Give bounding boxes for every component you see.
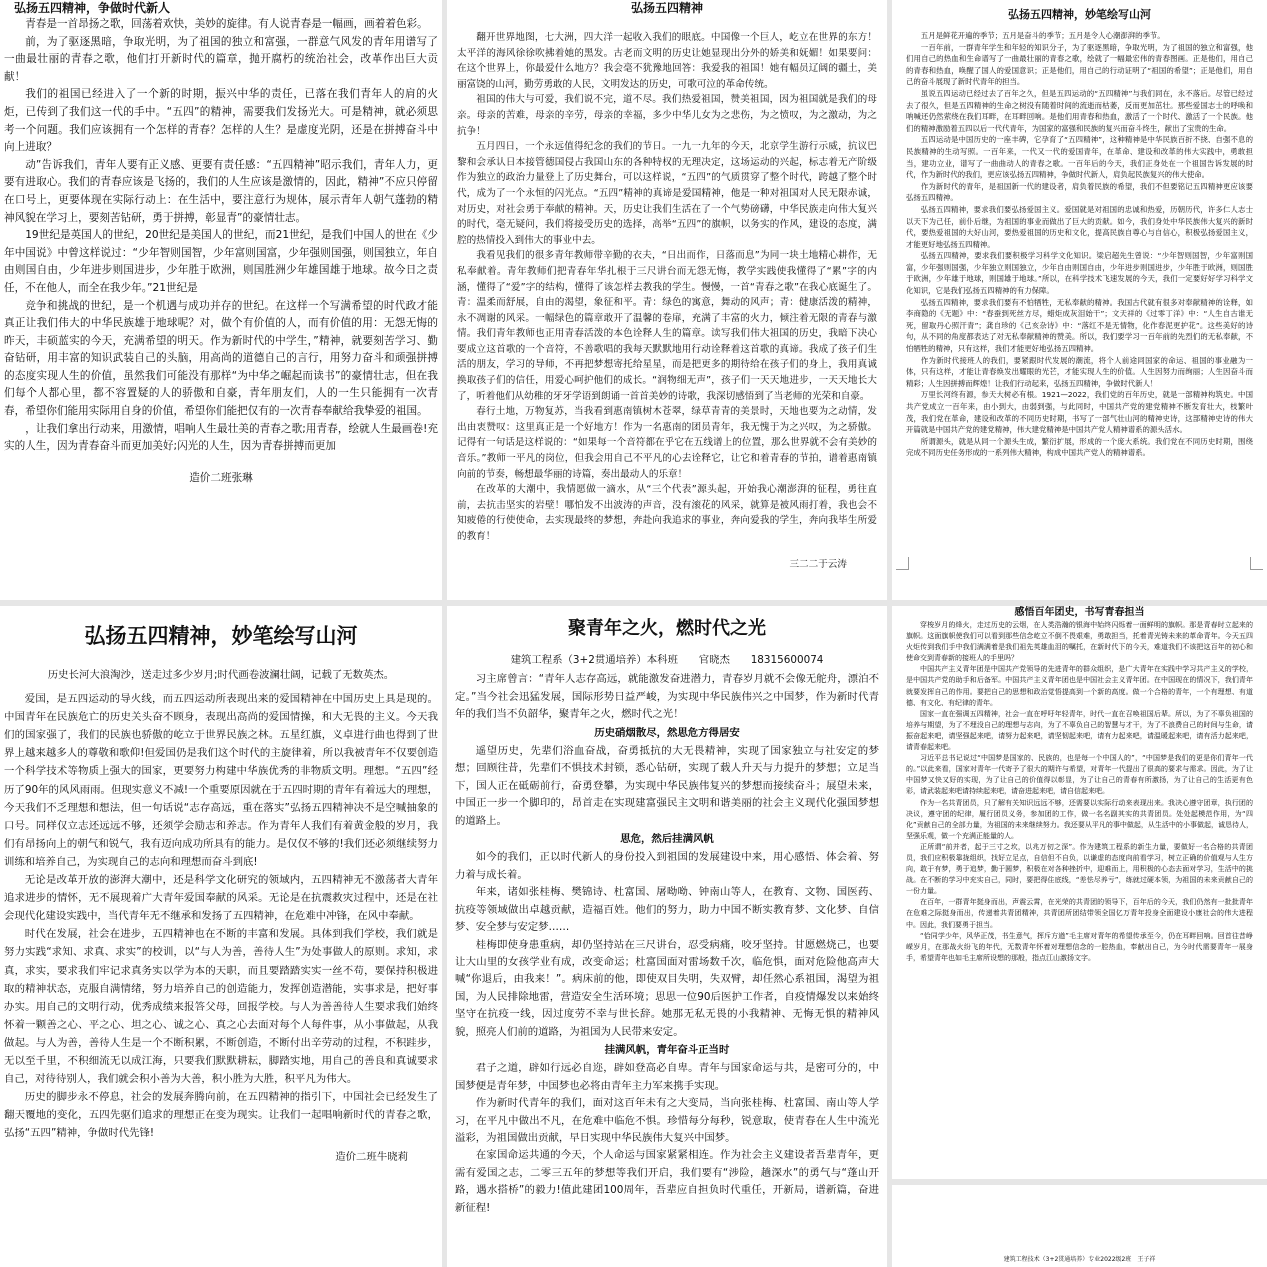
paragraph: 一百年前，一群青年学生和年轻的知识分子，为了驱逐黑暗，争取光明，为了祖国的独立和富强，他们用自己的热血和生命谱写了一曲最壮丽的青春之歌，绘就了一幅最宏伟的青春图画。正是他们，用自己的青春和热血，唤醒了国人的爱国意识；正是他们，用自己的行动证明了“祖国的希望”；正是他们，用自己的奋斗展现了新时代青年的担当。: [906, 42, 1253, 87]
essay-page-4: [0, 606, 442, 1267]
paragraph: 年来，诸如张桂梅、樊锦诗、杜富国、屠呦呦、钟南山等人，在教育、文物、国医药、抗疫等领域做出卓越贡献，造福百姓。他们的努力，助力中国不断实教育梦、文化梦、自信梦、安全梦与安定梦……: [455, 886, 879, 934]
essay-title: 弘扬五四精神，妙笔绘写山河: [84, 624, 358, 648]
author-signature: 三二二于云涛: [789, 558, 847, 570]
paragraph: 万里长河终有源，参天大树必有根。1921—2022，我们党的百年历史，就是一部精神构筑史。中国共产党成立一百年来，由小到大，由弱到强，与此同时，中国共产党的建党精神不断发育壮大，枝繁叶茂，我们党在革命，建设和改革的不同历史时期，书写了一部气壮山河的精神史诗，这部精神史诗的伟大开篇就是中国共产党的建党精神，伟大建党精神是中国共产党人精神谱系的源头活水。: [906, 390, 1253, 435]
paragraph: 虽说五四运动已经过去了百年之久，但是五四运动的“五四精神”与我们同在，永不落后。尽管已经过去了很久，但是五四精神的生命之树没有随着时间的流逝而枯萎，反而更加茁壮。那些爱国志士的呼唤和呐喊还仍然萦绕在我们耳畔，在耳畔回响。是他们用青春和热血，激活了一个时代、激活了一个民族。他们的精神激励着五四以后一代代青年，为国家的富强和民族的复兴而奋斗终生，献出了宝贵的生命。: [906, 88, 1253, 133]
paragraph: 习近平总书记说过“中国梦是国家的、民族的，也是每一个中国人的”，“中国梦是我们的更是你们青年一代的。”以此来看，国家对青年一代寄予了很大的期许与希望，对青年一代提出了很高的要求与需求。因此，为了让中国梦又快又好的实现，为了让自己的价值得以彰显，为了让自己的青春有所激扬，为了让自己的生活更有色彩，请武装起来吧请持续起来吧，请奋进起来吧，请自信起来吧。: [906, 754, 1253, 796]
essay-body: [906, 620, 1253, 964]
paragraph: 前，为了驱逐黑暗，争取光明，为了祖国的独立和富强，一群意气风发的青年用谱写了一曲最壮丽的青春之歌，他们打开新时代的篇章，抛开腐朽的统治社会，改革作出巨大贡献！: [4, 35, 438, 83]
essay-title: 聚青年之火，燃时代之光: [568, 618, 766, 639]
paragraph: 作为新时代接班人的我们，要紧跟时代发展的潮流，将个人前途同国家的命运、祖国的事业融为一体，只有这样，才能让青春焕发出耀眼的光芒，才能实现人生的价值。人生因努力而绚丽；人生因奋斗而精彩；人生因拼搏而辉煌！让我们行动起来，弘扬五四精神，争做时代新人！: [906, 355, 1253, 388]
essay-title: 弘扬五四精神，争做时代新人: [14, 1, 171, 15]
paragraph: 国家一直在强调五四精神，社会一直在呼吁年轻青年，时代一直在召唤祖国后辈。所以，为了不辜负祖国的培养与期望，为了不埋没自己的理想与志向，为了不辜负自己的智慧与才干，为了不浪费自己的时间与生命，请振奋起来吧，请坚强起来吧，请努力起来吧，请坚韧起来吧，请有力起来吧，请温暖起来吧，请有活力起来吧，请青春起来吧。: [906, 709, 1253, 752]
essay-body: [455, 671, 879, 1217]
paragraph: 青春是一首昂扬之歌，回荡着欢快，美妙的旋律。有人说青春是一幅画，画着着色彩。: [25, 18, 428, 30]
paragraph: ，让我们拿出行动来，用激情，唱响人生最壮美的青春之歌;用青春，绘就人生最画卷!充实的人生，因为青春奋斗而更加美好;闪光的人生，因为青春拼搏而更加: [4, 422, 438, 453]
paragraph: 在改革的大潮中，我情愿做一滴水，从“三个代表”源头起，开始我心潮澎湃的征程，勇往直前，去抗击坚实的岩壁！哪怕发不出波涛的声音，没有滚花的风采，就算是被风雨打着，我也会不知疲倦的行使使命，去实现最终的梦想，奔赴向我追求的事业，奔向爱我的学生，奔向我毕生所爱的教育！: [457, 484, 877, 542]
paragraph: 君子之道，辟如行远必自迩，辟如登高必自卑。青年与国家命运与共，是密可分的，中国梦便是青年梦，中国梦也必将由青年主力军来携手实现。: [455, 1062, 879, 1092]
paragraph: 穿梭岁月的烽火，走过历史的云烟，在人类浩瀚的银海中始终闪烁着一面鲜明的旗帜。那是青春时立起来的旗帜。这面旗帜使我们可以看到那些信念屹立不倒不畏艰难，勇敢担当，托着青光铸未来的革命青年。今天五四火炬传到我们手中我们满满着是我们祖先英雄血泪的嘱托，在新时代下的今天，难道我们不该把这百年的初心和使命交到青春新的接班人的手里吗？: [906, 621, 1253, 663]
paragraph: 如今的我们，正以时代新人的身份投入到祖国的发展建设中来，用心感悟、体会着、努力着与成长着。: [455, 851, 879, 881]
crop-mark: [1250, 557, 1263, 570]
paragraph: 无论是改革开放的澎湃大潮中，还是科学文化研究的领域内，五四精神无不激荡者大青年追求进步的情怀，无不展现着广大青年爱国奉献的风采。无论是在抗震救灾过程中，还是在社会现代化建设实践中，当代青年无不继承和发扬了五四精神，在危难中冲锋，在风中奉献。: [4, 874, 438, 923]
paragraph: 19世纪是英国人的世纪，20世纪是美国人的世纪，而21世纪，是我们中国人的世在《少年中国说》中曾这样说过：“少年智则国智，少年富则国富，少年强则国强，则国独立，年自由则国自由，少年进步则国进步，少年胜于欧洲，则国胜洲少年雄国雄于地球。故今日之责任，不在他人，而全在我少年。”21世纪是: [4, 229, 438, 294]
paragraph: 作为新时代青年的我们，面对这百年未有之大变局，当向张桂梅、杜富国、南山等人学习，在平凡中做出不凡，在危难中临危不惧。珍惜每分每秒，锐意取，使青春在人生中流光溢彩，为祖国做出贡献，早日实现中华民族伟大复兴中国梦。: [455, 1097, 879, 1144]
paragraph: 五四运动是中国历史的一座丰碑，它孕育了“五四精神”，这种精神是中华民族百折不挠、自强不息的民族精神的生动写照。一百年来，一代又一代的爱国青年，在革命、建设和改革的伟大实践中，勇敢担当，建功立业，谱写了一曲曲动人的青春之歌。一百年后的今天，我们正身处在一个祖国告诉发展的时代，作为新时代的我们，更应该弘扬五四精神，争做时代新人，肩负起民族复兴的伟大使命。: [906, 135, 1253, 180]
paragraph: 竞争和挑战的世纪，是一个机遇与成功并存的世纪。在这样一个写满希望的时代政才能真正让我们伟大的中华民族雄于地球呢？对，做个有价值的人，而有价值的用：无怨无悔的昨天，丰硕蓝实的今天，充满希望的明天。作为新时代的中学生，”精神，就要刻苦学习、勤奋钻研，用丰富的知识武装自己的头脑，用高尚的道德自己的言行，用努力奋斗和顽强拼搏的态度实现人生的价值，虽然我们可能没有那样“为中华之崛起而读书”的豪情壮志，但在我们每个人都心里，都不容置疑的人的骄傲和自豪，青年朋友们，人的一生只能拥有一次青春，希望你们能用实际用自身的价值，希望你们能把仅有的一次青春奉献给我挚爱的祖国。: [4, 299, 438, 418]
author-signature: 造价二班张琳: [189, 471, 253, 484]
section-heading: 历史硝烟散尽，然思危方得居安: [594, 726, 740, 739]
paragraph: 五月是鲜花开遍的季节；五月是奋斗的季节；五月是令人心潮澎湃的季节。: [920, 31, 1165, 40]
paragraph: 作为一名共青团员，只了解有关知识远远不够，还需要以实际行动来表现出来。我决心遵守团章，执行团的决议，遵守团的纪律，履行团员义务，参加团的工作，做一名名副其实的共青团员。处处起模范作用，为“四化”贡献自己的全部力量，为祖国的未来继续努力。我还要从平凡的事中做起，从生活中的小事做起，诚恳待人，坚强乐观，做一个充满正能量的人。: [906, 798, 1253, 840]
paragraph: 所谓源头，就是从同一个源头生成，繁衍扩展，形成的一个庞大系统。我们党在不同历史时期，围绕完成不同历史任务形成的一系列伟大精神，构成中国共产党人的精神谱系。: [906, 436, 1253, 458]
paragraph: 我们的祖国已经进入了一个新的时期，振兴中华的责任，已落在我们青年人的肩的火炬，已传到了我们这一代的手中。“五四”的精神，需要我们发扬光大。可是精神，就必须思考一个问题。我们应该拥有一个怎样的青春？怎样的人生？是虚度光阴，还是在拼搏奋斗中向上进取？: [4, 88, 438, 154]
section-heading: 思危，然后挂满风帆: [620, 833, 714, 846]
paragraph: 作为新时代的青年，是祖国新一代的建设者，肩负着民族的希望，我们不但要铭记五四精神更应该要弘扬五四精神。: [906, 181, 1253, 203]
paragraph: 正所谓“前并者，起于三寸之坎，以兆万仞之深”。作为建筑工程系的新生力量，要做好一名合格的共青团员，我们应积极靠拢组织，找好立足点，自信但不自负，以谦虚的态度向前看学习，树立正确的价值观与人生方向，敢于有梦，勇于追梦，勤于圆梦，积极在对各种挫折中，迎难而上，用积极的心态去面对学习，生活中的挑战。在不断的学习中充实自己，同时，要把得住底线，“差怯尽养亏”，练就过硬本领，为祖国的未来贡献自己的一份力量。: [906, 842, 1253, 896]
author-info: 建筑工程系（3+2贯通培养）本科班 官晓杰 18315600074: [510, 654, 824, 666]
author-info: 建筑工程技术（3+2贯通培养）专业2022级2班 王子祥: [1003, 1255, 1156, 1263]
essay-title: 弘扬五四精神: [630, 1, 703, 15]
essay-body: [906, 30, 1253, 459]
paragraph: 弘扬五四精神，要求我们要弘扬爱国主义。爱国就是对祖国的忠诚和热爱，历朝历代，许多仁人志士以天下为己任，前仆后继，为祖国的事业而做出了巨大的贡献。如今，我们身处中华民族伟大复兴的新时代，要热爱祖国的大好山河，要热爱祖国的历史和文化，提高民族自尊心与自信心，积极弘扬爱国主义，才能更好地弘扬五四精神。: [906, 204, 1253, 249]
essay-title: 感悟百年团史，书写青春担当: [1014, 607, 1145, 618]
paragraph: 遥望历史，先辈们浴血奋战，奋勇抵抗的大无畏精神，实现了国家独立与社安定的梦想；回顾往昔，先辈们不惧技术封锁，悉心钻研，实现了载人升天与力提升的梦想；立足当下，国人正在砥砺前行，奋勇登攀，为实现中华民族伟复兴的梦想而接续奋斗；展望未来，中国正一步一个脚印的，昂首走在实现建富强民主文明和谐美丽的社会主义现代化强国梦想的道路上。: [455, 745, 879, 827]
paragraph: 爱国，是五四运动的导火线，而五四运动所表现出来的爱国精神在中国历史上具是现的。中国青年在民族危亡的历史关头奋不顾身，表现出高尚的爱国情操，和大无畏的主义。今天我们的国家强了，我们的民族也骄傲的屹立于世界民族之林。五星红旗，义卓进行曲也得到了世界上越来越多人的尊敬和歌仰!但爱国仍是我们这个时代的主旋律着，所以我被青年不仅要创造一个科学技术等物质上强大的国家，更要努力构建中华族优秀的非物质文明。理想。“五四”经历了90年的风风雨雨。但现实意义不减!一个重要原因就在于五四时期的青年有着远大的理想，今天我们不乏理想和想法，但一句话说“志存高远，重在落实”弘扬五四精神决不是空喊抽象的口号。同样仅立志还远远不够，还须学会励志和养志。作为青年人我们有着黄金般的岁月，我们有昂扬向上的朝气和锐气，我有迈向成功所具有的能力。是仅仅不够的!我们还必须继续努力训练和培养自己，为实现自己的志向和理想而奋斗到底!: [4, 693, 438, 868]
paragraph: 习主席曾言：“青年人志存高远，就能激发奋进潜力，青春岁月就不会像无舵舟，漂泊不定。”当今社会迅猛发展，国际形势日益严峻，为实现中华民族伟兴之中国梦，作为新时代青年的我们当不负韶华，聚青年之火，燃时代之光！: [455, 673, 879, 721]
section-heading: 挂满风帆，青年奋斗正当时: [604, 1043, 730, 1056]
paragraph: 历史的脚步永不停息，社会的发展奔腾向前，在五四精神的指引下，中国社会已经发生了翻天覆地的变化，五四先驱们追求的理想正在变为现实。让我们一起唱响新时代的青春之歌，弘扬“五四”精神，争做时代先锋!: [4, 1091, 438, 1140]
paragraph: 弘扬五四精神，要求我们要有不怕牺牲，无私奉献的精神。我国古代就有很多对奉献精神的诠释，如李商隐的《无题》中：“春蚕到死丝方尽，蜡炬成灰泪始干”；文天祥的《过零丁洋》中：“人生自古谁无死，留取丹心照汗青”；龚自珍的《己亥杂诗》中：“落红不是无情物，化作春泥更护花”。这些美好的诗句，从不同的角度都表达了对无私奉献精神的赞美。所以，我们要学习一百年前的先烈们的无私奉献，不怕牺牲的精神，只有这样，我们才能更好地弘扬五四精神。: [906, 297, 1253, 354]
paragraph: 弘扬五四精神，要求我们要积极学习科学文化知识。梁启超先生曾说：“少年智则国智，少年富则国富，少年强则国强，少年独立则国独立，少年自由则国自由，少年进步则国进步，少年胜于欧洲，则国胜于欧洲，少年雄于地球，则国雄于地球。”所以，在科学技术飞速发展的今天，我们一定要好好学习科学文化知识，它是我们弘扬五四精神的有力保障。: [906, 251, 1253, 296]
paragraph: 在百年，一群青年挺身而出，声震云霄，在光荣的共青团的领导下，百年后的今天，我们仍然有一批批青年在危难之际挺身而出，传递着共青团精神，共青团所团结带领全国亿万青年投身全面建设小康社会的伟大进程中。因此，我们要勇于担当。: [906, 898, 1253, 929]
paragraph: 翻开世界地图，七大洲，四大洋一起收入我们的眼底。中国像一个巨人，屹立在世界的东方！太平洋的海风徐徐吹拂着她的黑发。古老而文明的历史让她显现出分外的娇美和妩媚！如果要问：在这个世界上，你最爱什么地方？我会毫不犹豫地回答：我爱我的祖国！她有幅员辽阔的疆土，美丽富饶的山河，勤劳勇敢的人民，文明发达的历史，可歌可泣的革命传统。: [457, 32, 877, 90]
essay-page-6: [892, 606, 1267, 1267]
essay-body: [4, 16, 438, 456]
essay-lead: 历史长河大浪淘沙，送走过多少岁月;时代画卷波澜壮阔，记载了无数英杰。: [47, 669, 395, 681]
paragraph: 中国共产主义青年团是中国共产党领导的先进青年的群众组织，是广大青年在实践中学习共产主义的学校，是中国共产党的助手和后备军。中国共产主义青年团也是中国社会主义青年团。在中国现在的情况下，我们青年就要发挥自己的作用。要把自己的思想和政治觉悟提高到一个新的高度。做一个合格的青年，一个有理想、有道德、有文化、有纪律的青年。: [906, 665, 1253, 707]
next-page-strip: [892, 1179, 1267, 1267]
essay-page-5: [447, 606, 887, 1267]
essay-page-3: [892, 0, 1267, 600]
author-signature: 造价二班牛晓莉: [335, 1151, 408, 1164]
paragraph: 在家国命运共通的今天，个人命运与国家紧紧相连。作为社会主义建设者吾辈青年，更需有爱国之志，二零三五年的梦想等我们开启，我们要有“涉险，趟深水”的勇气与“蓬山开路，遇水搭桥”的毅力!值此建团100周年，吾辈应自担负时代重任，开新局，谱新篇，奋进新征程!: [455, 1149, 879, 1214]
paragraph: 我看见我们的很多青年教师带辛勤的衣夫，“日出而作，日落而息”为同一块土地精心耕作，无私奉献着。青年教师们把青春年华扎根于三尺讲台而无怨无悔，教学实践使我懂得了“累”字的内涵，懂得了“爱”字的结构，懂得了该怎样去教我的学生。慢慢，一首“青春之歌”在我心底诞生了。青：温柔而舒展，自由的渴望，象征和平。青：绿色的寓意，舞动的风声；青：健康活泼的精神，永不凋谢的风采。一幅绿色的篇章敢开了温馨的卷扉，充满了丰富的火力，倾注着无限的青春与激情。我们青年教师也正用青春活泼的本色诠释人生的篇章。读写我们伟大祖国的历史，我暗下决心要成立这首歌的一个音符，不善歌唱的我每天默默地用行动诠释着这首歌的真谛。我成了孩子们生活的朋友，学习的导师，不再把梦想寄托给星星，而是把更多的期待给在孩子们的身上，我用真诚换取孩子们的信任，用爱心呵护他们的成长。“润物细无声”，孩子们一天天地进步，一天天地长大了，听着他们从幼稚的牙牙学语到朗诵一首首美妙的诗歌，我深切感悟到了当老师的光荣和自豪。: [457, 250, 877, 402]
essay-page-1: [0, 0, 442, 600]
paragraph: 五月四日，一个永远值得纪念的我们的节日。一九一九年的今天，北京学生游行示威，抗议巴黎和会承认日本接管德国侵占我国山东的各种特权的无理决定，这场运动的兴起，标志着无产阶级作为独立的政治力量登上了历史舞台，可以这样说，“五四”的气质贯穿了整个时代，跨越了整个时代，成为了一个永恒的闪光点。“五四”精神的真谛是爱国精神，他是一种对祖国对人民无限赤诚，对历史，对社会勇于奉献的精神。天，历史让我们生活在了一个气势磅礴，中华民族走向伟大复兴的时代，毫无疑问，我们将接受历史的选择，高举“五四”的旗帜，以务实的作风，建设的态度，满腔的热情投入到伟大的事业中去。: [457, 141, 877, 246]
paragraph: 动”告诉我们，青年人要有正义感、更要有责任感：“五四精神”昭示我们，青年人力，更要有进取心。我们的青春应该是飞扬的，我们的人生应该是激情的，因此，精神”不应只停留在口号上，更要体现在实际行动上：在生活中，要注意行为规体，展示青年人朝气蓬勃的精神风貌在学习上，要刻苦钻研，勇于拼搏，彰显青”的豪情壮志。: [4, 158, 438, 224]
crop-mark: [896, 557, 909, 570]
paragraph: 时代在发展，社会在进步，五四精神也在不断的丰富和发展。具体到我们学校，我们就是努力实践“求知、求真、求实”的校训，以“与人为善，善待人生”为处事做人的原则。求知，求真，求实，要求我们牢记求真务实以学为本的天职，而且要踏踏实实一丝不苟，要保持积极进取的精神状态，克服自满情绪，努力培养自己的创造能力，发挥创造潜能，实事求是，把好事办实。用自己的文明行动，优秀成绩来报答父母，回报学校。与人为善善待人生要求我们始终怀着一颗善之心、平之心、坦之心、诚之心、真之心去面对每个人每件事，从小事做起，从我做起。与人为善，善待人生是一个不断积累，不断创造，不断付出辛劳动的过程，不积跬步，无以至千里，不积细流无以成江海，只要我们默默耕耘，脚踏实地，用自己的善良和真诚要求自己，对待待别人，我们就会积小善为大善，积小胜为大胜，积平凡为伟大。: [4, 928, 438, 1086]
paragraph: 春行土地，万物复苏，当我看到惠南镇树木苍翠，绿草青青的美景时，天地也要为之动情，发出由衷赞叹：这里真正是一个好地方！作为一名惠南的团员青年，我无愧于为之兴叹，为之骄傲。记得有一句话是这样说的：“如果每一个音符都在乎它在五线谱上的位置，那么世界就不会有美妙的音乐。”教师一平凡的岗位，但我会用自己不平凡的心去诠释它，让它和着青春的节拍，谱着惠南镇向前的节奏，畅想最华丽的诗篇，奏出最动人的乐章！: [457, 406, 877, 480]
essay-title: 弘扬五四精神，妙笔绘写山河: [1008, 8, 1151, 21]
paragraph: 桂梅即使身患重病，却仍坚持站在三尺讲台，忍受病痛，咬牙坚持。甘愿燃烧己，也要让大山里的女孩学业有成，改变命运；杜富国面对雷场数千次，临危惧，面对危险他高声大喊“你退后，由我来！”。病床前的他，即使双目失明，失双臂，却任然心系祖国，渴望为祖国，为人民排除地雷，营造安全生活环境；思思一位90后医护工作者，自疫情爆发以来始终坚守在抗疫一线，因过度劳不幸与世长辞。她那无私无畏的小我精神、无悔无惧的精神风貌，照亮人们前的道路，为祖国为人民带来安定。: [455, 938, 879, 1038]
essay-page-2: [447, 0, 887, 600]
essay-body: [4, 690, 438, 1142]
essay-body: [457, 30, 877, 545]
paragraph: 祖国的伟大与可爱，我们说不完，道不尽。我们热爱祖国，赞美祖国，因为祖国就是我们的母亲。母亲的苦难，母亲的辛劳，母亲的幸福，多少中华儿女为之悲伤，为之愤叹，为之激动，为之抗争！: [457, 94, 877, 137]
paragraph: “恰同学少年，风华正茂，书生意气，挥斥方遒”毛主席对青年的希望传承至今，仍在耳畔回响。回首往昔峥嵘岁月，在那战火纷飞的年代，无数青年怀着对理想信念的一腔热血，奉献出自己，为今时代需要青年一展身手，希望青年也如毛主席所设想的那般，指点江山激扬文字。: [906, 931, 1253, 962]
